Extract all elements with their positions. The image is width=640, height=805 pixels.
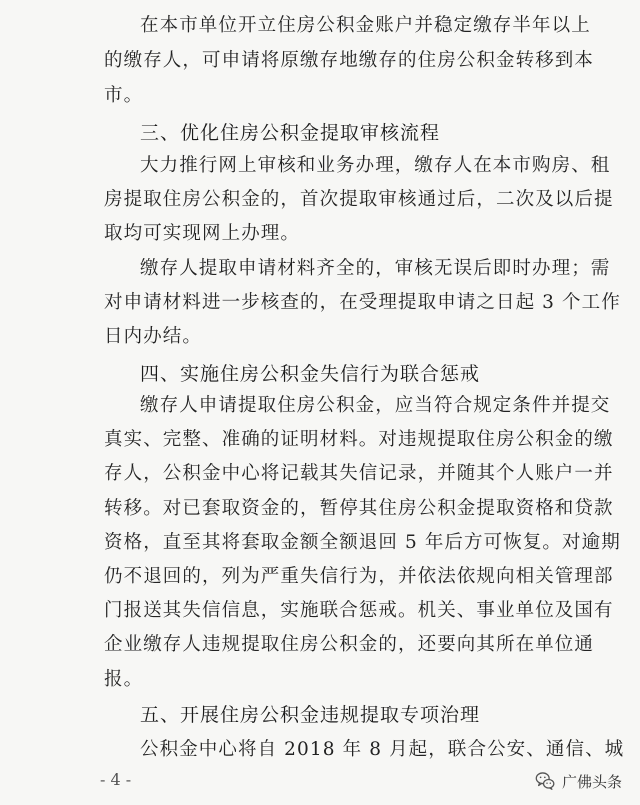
body-line: 日内办结。 bbox=[104, 326, 203, 347]
body-line: 的缴存人，可申请将原缴存地缴存的住房公积金转移到本 bbox=[104, 50, 595, 71]
page-number: - 4 - bbox=[100, 770, 132, 789]
wechat-icon bbox=[534, 770, 556, 792]
body-line: 大力推行网上审核和业务办理，缴存人在本市购房、租 bbox=[140, 155, 611, 176]
body-line: 报。 bbox=[104, 669, 144, 690]
body-line: 企业缴存人违规提取住房公积金的，还要向其所在单位通 bbox=[104, 634, 595, 655]
body-line: 资格，直至其将套取金额全额退回 5 年后方可恢复。对逾期 bbox=[104, 532, 621, 553]
section-heading: 五、开展住房公积金违规提取专项治理 bbox=[140, 704, 481, 726]
body-line: 取均可实现网上办理。 bbox=[104, 223, 301, 244]
body-line: 市。 bbox=[104, 85, 144, 106]
body-line: 对申请材料进一步核查的，在受理提取申请之日起 3 个工作 bbox=[104, 292, 621, 313]
body-line: 转移。对已套取资金的，暂停其住房公积金提取资格和贷款 bbox=[104, 498, 614, 519]
body-line: 门报送其失信信息，实施联合惩戒。机关、事业单位及国有 bbox=[104, 600, 614, 621]
section-heading: 三、优化住房公积金提取审核流程 bbox=[140, 122, 441, 144]
body-line: 缴存人提取申请材料齐全的，审核无误后即时办理；需 bbox=[140, 258, 611, 279]
body-line: 仍不退回的，列为严重失信行为，并依法依规向相关管理部 bbox=[104, 566, 614, 587]
section-heading: 四、实施住房公积金失信行为联合惩戒 bbox=[140, 363, 481, 385]
source-watermark bbox=[534, 768, 622, 794]
body-line: 缴存人申请提取住房公积金，应当符合规定条件并提交 bbox=[140, 395, 611, 416]
page-footer bbox=[0, 768, 640, 796]
body-line: 在本市单位开立住房公积金账户并稳定缴存半年以上 bbox=[140, 15, 591, 36]
body-line: 存人，公积金中心将记载其失信记录，并随其个人账户一并 bbox=[104, 463, 614, 484]
watermark-text: 广佛头条 bbox=[561, 772, 622, 791]
body-line: 房提取住房公积金的，首次提取审核通过后，二次及以后提 bbox=[104, 189, 614, 210]
body-line: 公积金中心将自 2018 年 8 月起，联合公安、通信、城 bbox=[140, 739, 625, 760]
body-line: 真实、完整、准确的证明材料。对违规提取住房公积金的缴 bbox=[104, 429, 614, 450]
